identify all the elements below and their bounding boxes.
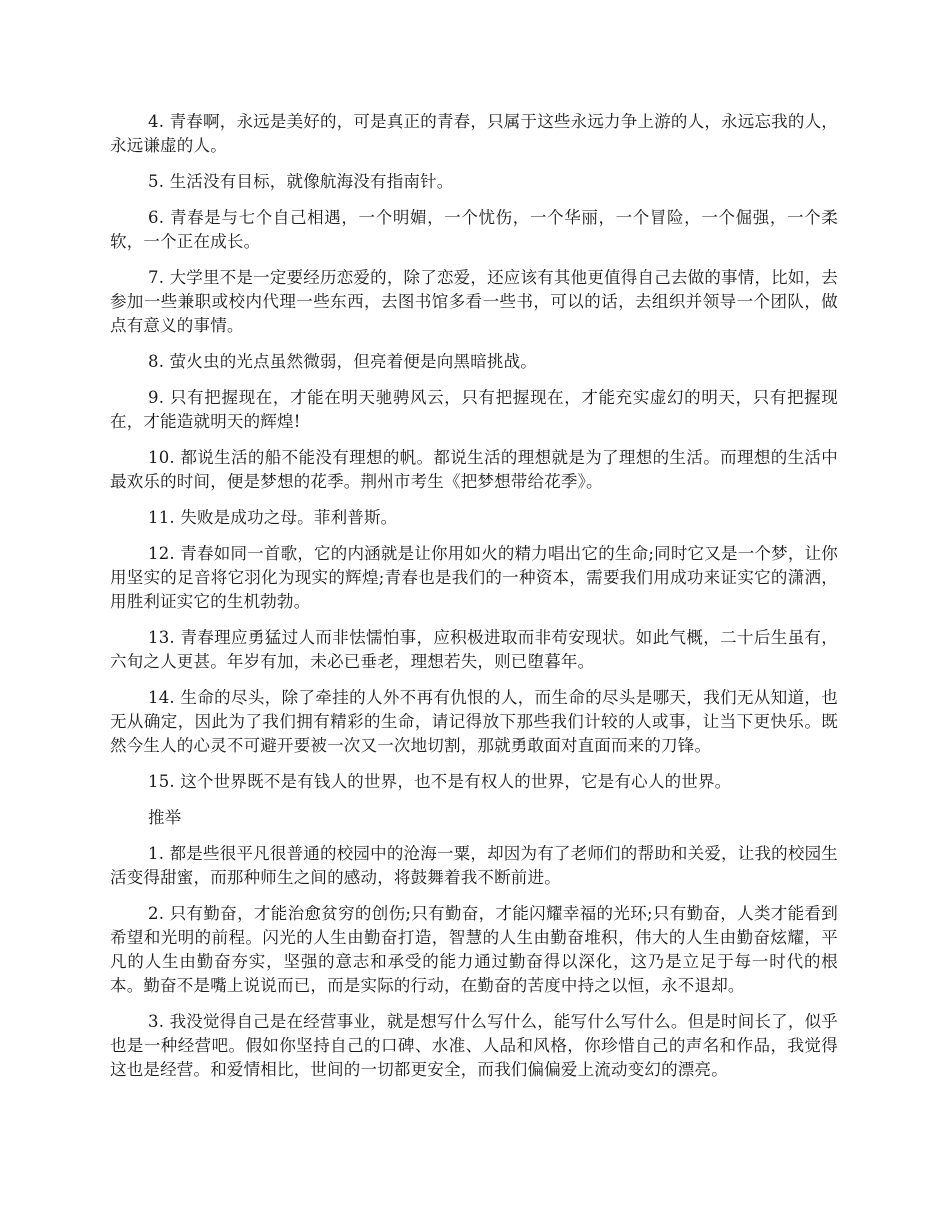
paragraph-6: 6. 青春是与七个自己相遇，一个明媚，一个忧伤，一个华丽，一个冒险，一个倔强，一个柔软，一个正在成长。	[110, 208, 838, 251]
document-page	[110, 110, 838, 1094]
section-paragraph-3: 3. 我没觉得自己是在经营事业，就是想写什么写什么，能写什么写什么。但是时间长了，似乎也是一种经营吧。假如你坚持自己的口碑、水准、人品和风格，你珍惜自己的声名和作品，我觉得这也是经营。和爱情相比，世间的一切都更安全，而我们偏偏爱上流动变幻的漂亮。	[110, 1012, 838, 1079]
section-paragraph-2: 2. 只有勤奋，才能治愈贫穷的创伤;只有勤奋，才能闪耀幸福的光环;只有勤奋，人类才能看到希望和光明的前程。闪光的人生由勤奋打造，智慧的人生由勤奋堆积，伟大的人生由勤奋炫耀，平凡的人生由勤奋夯实，坚强的意志和承受的能力通过勤奋得以深化，这乃是立足于每一时代的根本。勤奋不是嘴上说说而已，而是实际的行动，在勤奋的苦度中持之以恒，永不退却。	[110, 904, 838, 995]
paragraph-14: 14. 生命的尽头，除了牵挂的人外不再有仇恨的人，而生命的尽头是哪天，我们无从知道，也无从确定，因此为了我们拥有精彩的生命，请记得放下那些我们计较的人或事，让当下更快乐。既然今生人的心灵不可避开要被一次又一次地切割，那就勇敢面对直面而来的刀锋。	[110, 688, 838, 755]
paragraph-12: 12. 青春如同一首歌，它的内涵就是让你用如火的精力唱出它的生命;同时它又是一个梦，让你用坚实的足音将它羽化为现实的辉煌;青春也是我们的一种资本，需要我们用成功来证实它的潇洒，用胜利证实它的生机勃勃。	[110, 544, 838, 611]
paragraph-11: 11. 失败是成功之母。菲利普斯。	[148, 508, 398, 527]
paragraph-9: 9. 只有把握现在，才能在明天驰骋风云，只有把握现在，才能充实虚幻的明天，只有把握现在，才能造就明天的辉煌!	[110, 388, 838, 431]
paragraph-4: 4. 青春啊，永远是美好的，可是真正的青春，只属于这些永远力争上游的人，永远忘我的人，永远谦虚的人。	[110, 112, 838, 155]
paragraph-8: 8. 萤火虫的光点虽然微弱，但亮着便是向黑暗挑战。	[148, 352, 537, 371]
section-paragraph-1: 1. 都是些很平凡很普通的校园中的沧海一粟，却因为有了老师们的帮助和关爱，让我的校园生活变得甜蜜，而那种师生之间的感动，将鼓舞着我不断前进。	[110, 844, 838, 887]
paragraph-15: 15. 这个世界既不是有钱人的世界，也不是有权人的世界，它是有心人的世界。	[148, 772, 732, 791]
paragraph-5: 5. 生活没有目标，就像航海没有指南针。	[148, 172, 454, 191]
section-heading: 推举	[148, 808, 182, 827]
paragraph-10: 10. 都说生活的船不能没有理想的帆。都说生活的理想就是为了理想的生活。而理想的生活中最欢乐的时间，便是梦想的花季。荆州市考生《把梦想带给花季》。	[110, 448, 838, 491]
paragraph-13: 13. 青春理应勇猛过人而非怯懦怕事，应积极进取而非苟安现状。如此气概，二十后生虽有，六旬之人更甚。年岁有加，未必已垂老，理想若失，则已堕暮年。	[110, 628, 838, 671]
paragraph-7: 7. 大学里不是一定要经历恋爱的，除了恋爱，还应该有其他更值得自己去做的事情，比如，去参加一些兼职或校内代理一些东西，去图书馆多看一些书，可以的话，去组织并领导一个团队，做点有意义的事情。	[110, 268, 838, 335]
